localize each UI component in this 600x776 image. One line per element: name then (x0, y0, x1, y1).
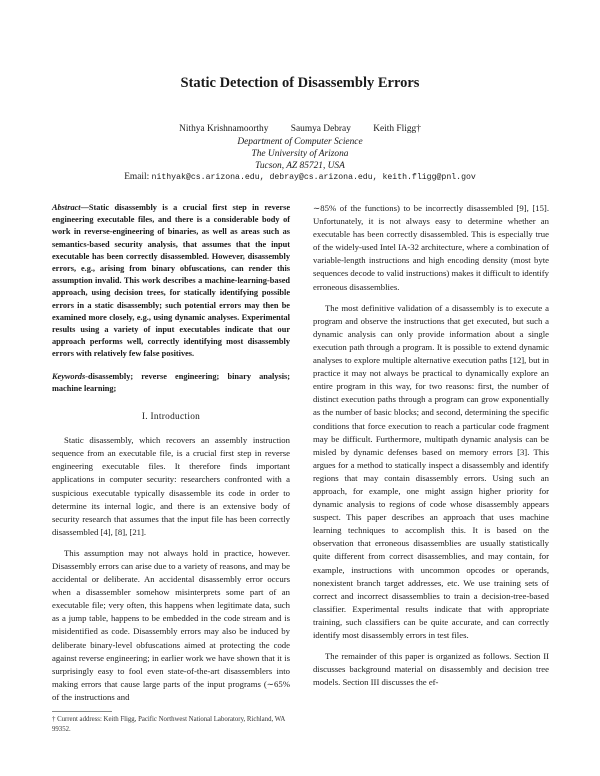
author-name: Keith Fligg† (373, 124, 421, 134)
affiliation-university: The University of Arizona (251, 149, 349, 159)
email-addresses: nithyak@cs.arizona.edu, debray@cs.arizona.edu, keith.fligg@pnl.gov (151, 173, 476, 182)
keywords (52, 371, 290, 395)
abstract (52, 202, 290, 361)
email-line (0, 172, 600, 182)
affiliation-address: Tucson, AZ 85721, USA (255, 161, 345, 171)
paragraph: The most definitive validation of a disassembly is to execute a program and observe the instructions that get executed, but such a dynamic analysis can only provide information about a single execution path through a program. It is possible to extend dynamic analyses to explore multiple alternative execution paths [12], but in practice it may not always be practical to dynamically explore an entire program in this way, for two reasons: first, the number of distinct execution paths through a program can grow exponentially as the number of basic blocks; and second, determining the specific conditions that force execution to reach a particular code fragment may be difficult. Furthermore, multipath dynamic analysis can be misled by dynamic defenses based on memory errors [3]. This argues for a method to statically inspect a disassembly and identify regions that may contain disassembly errors. Using such an approach, for example, one might assign higher priority for dynamic analysis to regions of code whose disassembly appears suspect. This paper describes an approach that uses machine learning techniques to accomplish this. It is based on the observation that erroneous disassemblies are usually statistically quite different from correct disassemblies, and may contain, for example, instructions with uncommon opcodes or operands, nonexistent branch target addresses, etc. We use training sets of correct and incorrect disassemblies to train a decision-tree-based classifier. Experimental results indicate that with appropriate training, such classifiers can be quite accurate, and can correctly identify most disassembly errors in test files. (313, 302, 549, 640)
paragraph: This assumption may not always hold in practice, however. Disassembly errors can arise due to a variety of reasons, and may be accidental or deliberate. An accidental disassembly error occurs when a disassembler somehow misinterprets some part of an executable file; very often, this happens when legitimate data, such as a jump table, happens to be embedded in the code stream and is misidentified as code. Disassembly errors may also be induced by deliberate binary-level obfuscations aimed at protecting the code against reverse engineering; in earlier work we have shown that it is surprisingly easy to fool even state-of-the-art disassemblers into making errors that cause large parts of the input programs (∼65% of the instructions and (52, 547, 290, 702)
email-label: Email: (124, 172, 150, 182)
paragraph: ∼85% of the functions) to be incorrectly disassembled [9], [15]. Unfortunately, it is not always easy to determine whether an executable has been correctly disassembled. This is especially true of the widely-used Intel IA-32 architecture, where a combination of variable-length instructions and high encoding density (most byte sequences decode to valid instructions) makes it difficult to identify erroneous disassemblies. (313, 203, 549, 292)
abstract-text: Static disassembly is a crucial first step in reverse engineering executable files, and there is a considerable body of work in reverse-engineering of binaries, as well as areas such as semantics-based security analysis, that assumes that the input executable has been correctly disassembled. However, disassembly errors, e.g., arising from binary obfuscations, can render this assumption invalid. This work describes a machine-learning-based approach, using decision trees, for statically identifying possible errors in a static disassembly; such potential errors may then be examined more closely, e.g., using dynamic analyses. Experimental results using a variety of input executables indicate that our approach performs well, correctly identifying most disassembly errors with relatively few false positives. (52, 203, 290, 359)
paragraph: Static disassembly, which recovers an assembly instruction sequence from an executable file, is a crucial first step in reverse engineering executable files. It therefore finds important applications in computer security: researchers confronted with a suspicious executable typically disassemble its code in order to determine its internal logic, and there is an extensive body of security research that assumes that the input file has been correctly disassembled [4], [8], [21]. (52, 435, 290, 537)
right-column (313, 202, 549, 689)
author-name: Saumya Debray (290, 124, 351, 134)
affiliation-department: Department of Computer Science (237, 137, 363, 147)
left-column (52, 202, 290, 704)
abstract-lead: Abstract— (52, 203, 89, 212)
author-list (0, 124, 600, 134)
footnote-divider (52, 711, 112, 712)
author-name: Nithya Krishnamoorthy (179, 124, 269, 134)
keywords-text: disassembly; reverse engineering; binary analysis; machine learning; (52, 371, 290, 393)
paragraph: The remainder of this paper is organized as follows. Section II discusses background material on disassembly and decision tree models. Section III discusses the ef- (313, 651, 549, 688)
footnote: † Current address: Keith Fligg, Pacific Northwest National Laboratory, Richland, WA 99352. (52, 716, 285, 733)
section-heading-introduction: I. Introduction (141, 412, 201, 423)
keywords-lead: Keywords- (52, 371, 88, 381)
paper-title: Static Detection of Disassembly Errors (180, 75, 420, 91)
